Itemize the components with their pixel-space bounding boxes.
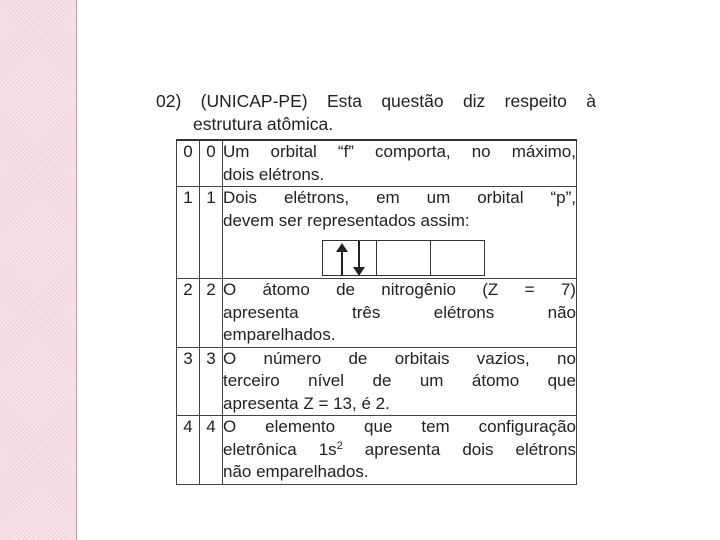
item-statement [223, 416, 577, 485]
word: elemento [265, 417, 336, 436]
statement-line [223, 187, 576, 210]
decorative-side-strip [0, 0, 77, 540]
question-word: questão [381, 91, 444, 111]
word: apresenta [223, 302, 299, 322]
word: elétrons [433, 302, 495, 322]
item-left-number: 1 [177, 187, 200, 279]
word: átomo [262, 280, 310, 299]
word: “f” [337, 142, 354, 161]
word: um [426, 188, 451, 207]
word: três [352, 302, 381, 322]
word: Um [223, 142, 250, 161]
question-source: (UNICAP-PE) [200, 91, 308, 111]
question-word: diz [462, 91, 486, 111]
word: O [223, 348, 237, 368]
table-row [177, 279, 577, 348]
item-right-number: 2 [200, 279, 223, 348]
question-subtitle: estrutura atômica. [193, 114, 334, 134]
table-row [177, 140, 577, 187]
config-base: 1s [318, 439, 337, 459]
item-left-number: 2 [177, 279, 200, 348]
word: comporta, [375, 142, 451, 161]
word: elétrons, [283, 188, 350, 207]
item-right-number: 4 [200, 416, 223, 485]
table-row [177, 416, 577, 485]
statement-line [223, 302, 576, 325]
orbital-boxes [322, 240, 485, 276]
item-right-number: 3 [200, 347, 223, 416]
word: elétrons [515, 439, 576, 459]
question-number: 02) [156, 91, 182, 111]
question-word: Esta [326, 91, 362, 111]
word: O [223, 417, 237, 436]
word: Dois [223, 188, 258, 207]
electron-configuration [319, 439, 343, 462]
item-right-number: 1 [200, 187, 223, 279]
statement-line [223, 141, 576, 164]
word: máximo, [511, 142, 576, 161]
statement-line: não emparelhados. [223, 462, 369, 481]
word: “p”, [550, 188, 576, 207]
word: orbitais [394, 348, 450, 368]
statement-line: devem ser representados assim: [223, 210, 470, 230]
word: átomo [471, 371, 520, 390]
question-title-line [156, 90, 596, 113]
p-orbital-diagram [223, 232, 576, 278]
statement-line [223, 279, 576, 302]
orbital-box-empty [376, 240, 431, 276]
word: tem [421, 417, 450, 436]
item-left-number: 4 [177, 416, 200, 485]
word: dois [462, 439, 494, 459]
statement-line [223, 416, 576, 439]
word: número [263, 348, 322, 368]
word: = [524, 280, 535, 299]
statement-line: emparelhados. [223, 325, 336, 344]
item-left-number: 3 [177, 347, 200, 416]
item-statement [223, 347, 577, 416]
spin-up-arrow-icon [341, 245, 343, 275]
word: que [547, 371, 576, 390]
orbital-box-empty [430, 240, 485, 276]
word: no [557, 348, 576, 368]
word: que [364, 417, 393, 436]
word: de [372, 371, 392, 390]
word: nitrogênio [381, 280, 456, 299]
word: orbital [477, 188, 524, 207]
word: 7) [560, 280, 576, 299]
statement-line: dois elétrons. [223, 164, 325, 184]
config-superscript: 2 [336, 439, 343, 452]
statement-line [223, 348, 576, 371]
question-word: à [586, 91, 596, 111]
word: apresenta [364, 439, 441, 459]
word: orbital [270, 142, 317, 161]
true-false-table [176, 139, 577, 485]
table-row [177, 187, 577, 279]
word: de [348, 348, 368, 368]
item-left-number: 0 [177, 140, 200, 187]
question-word: respeito [504, 91, 567, 111]
word: vazios, [476, 348, 530, 368]
item-statement [223, 279, 577, 348]
statement-line [223, 439, 576, 462]
table-row [177, 347, 577, 416]
word: eletrônica [223, 439, 297, 459]
orbital-box-filled [322, 240, 377, 276]
word: configuração [478, 417, 576, 436]
item-statement [223, 187, 577, 279]
spin-down-arrow-icon [358, 241, 360, 273]
item-statement [223, 140, 577, 187]
question-header [156, 90, 596, 136]
statement-line [223, 370, 576, 393]
word: no [471, 142, 491, 161]
word: nível [308, 371, 345, 390]
word: de [336, 280, 355, 299]
item-right-number: 0 [200, 140, 223, 187]
word: um [419, 371, 444, 390]
statement-line: apresenta Z = 13, é 2. [223, 393, 390, 413]
word: em [376, 188, 400, 207]
word: terceiro [223, 371, 280, 390]
word: O [223, 280, 237, 299]
word: (Z [482, 280, 499, 299]
word: não [547, 302, 576, 322]
